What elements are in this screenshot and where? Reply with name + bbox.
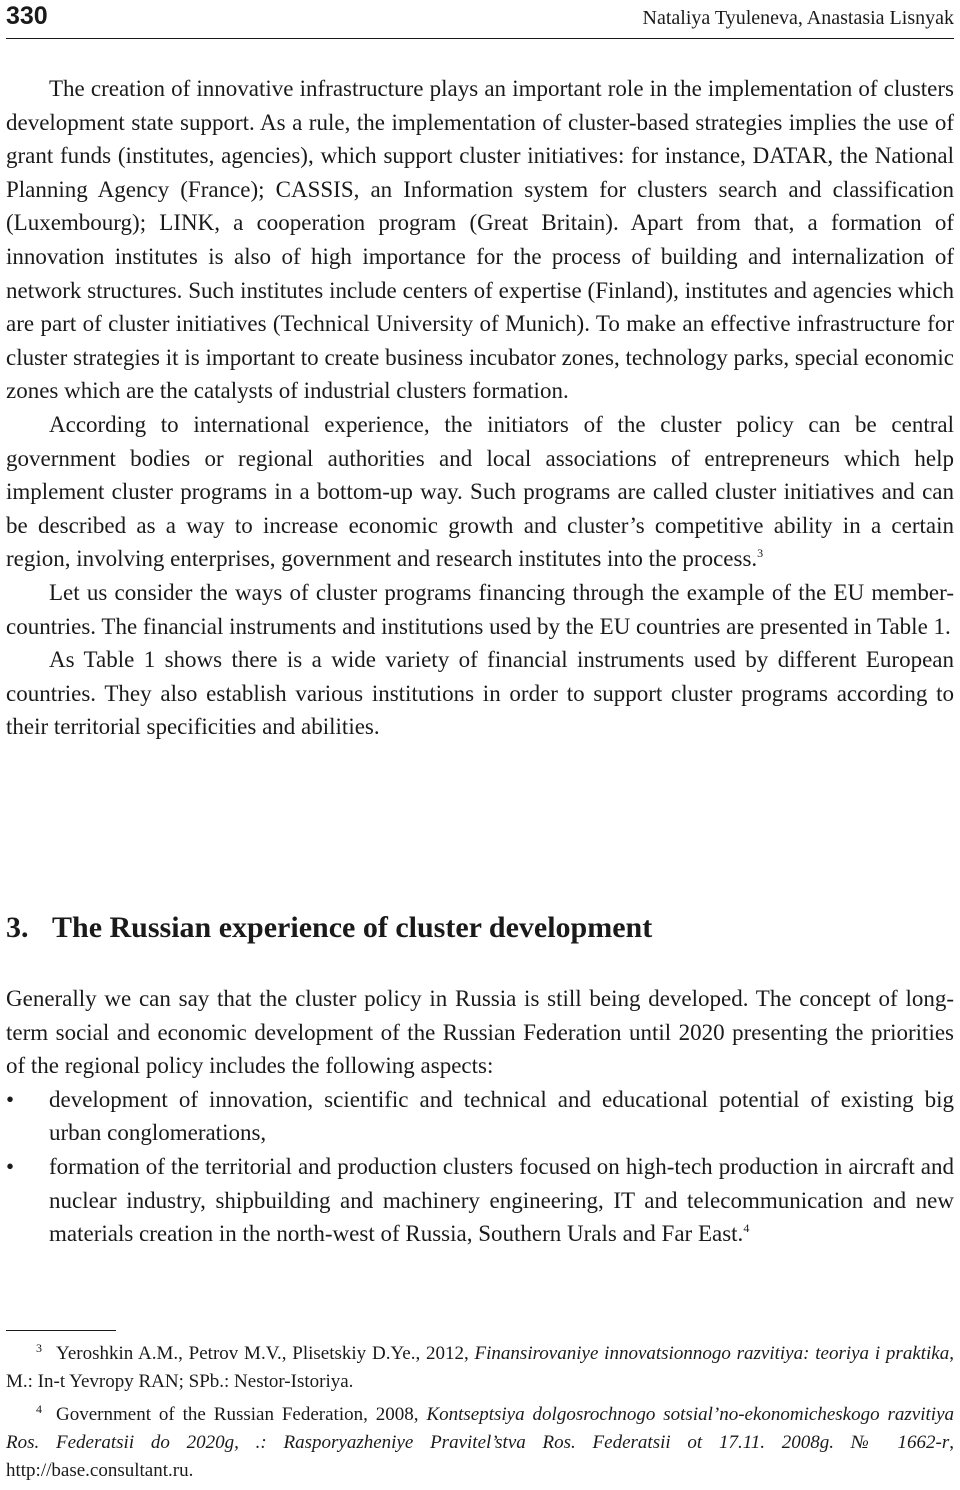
running-head: Nataliya Tyuleneva, Anastasia Lisnyak [642, 7, 954, 29]
paragraph-infrastructure: The creation of innovative infrastructure plays an important role in the implementation of clusters development state support. As a rule, the implementation of cluster-based strategies implies the use of grant funds (institutes, agencies), which support cluster initiatives: for instance, DATAR, the National Planning Agency (France); CASSIS, an Information system for clusters search and classification (Luxembourg); LINK, a cooperation program (Great Britain). Apart from that, a formation of innovation institutes is also of high importance for the process of building and internalization of network structures. Such institutes include centers of expertise (Finland), institutes and agencies which are part of cluster initiatives (Technical University of Munich). To make an effective infrastructure for cluster strategies it is important to create business incubator zones, technology parks, special economic zones which are the catalysts of industrial clusters formation. [6, 76, 954, 404]
paragraph-initiators-text: According to international experience, the initiators of the cluster policy can be central government bodies or regional authorities and local associations of entrepreneurs which help implement cluster programs in a bottom-up way. Such programs are called cluster initiatives and can be described as a way to increase economic growth and cluster’s competitive ability in a certain region, involving enterprises, government and research institutes into the process. [6, 411, 954, 572]
footnote-ref-4[interactable]: 4 [743, 1221, 750, 1236]
footnote-3 [6, 1340, 954, 1396]
footnote-text: Government of the Russian Federation, 2008, [56, 1404, 427, 1425]
paragraph-eu-financing: Let us consider the ways of cluster programs financing through the example of the EU member-countries. The financial instruments and institutions used by the EU countries are presented in Table 1. [6, 579, 954, 639]
section-title: The Russian experience of cluster development [52, 911, 653, 944]
bullet-icon: • [6, 1153, 15, 1179]
body-text-upper [6, 72, 954, 744]
section-heading [6, 910, 652, 946]
list-item-text: development of innovation, scientific and technical and educational potential of existing big urban conglomerations, [49, 1086, 954, 1146]
footnotes [6, 1340, 954, 1490]
footnote-text: , M.: In-t Yevropy RAN; SPb.: Nestor-Istoriya. [6, 1343, 954, 1392]
footnote-title: Kontseptsiya dolgosrochnogo sotsial’no-ekonomicheskogo razvitiya Ros. Federatsii do 2020g, .: Rasporyazheniye Pravitel’stva Ros. Federatsii ot 17.11. 2008g. № 1662-r [6, 1404, 954, 1453]
footnote-text: , http://base.consultant.ru. [6, 1432, 954, 1481]
paragraph-initiators [6, 408, 954, 576]
list-item [6, 1150, 954, 1251]
footnote-number: 3 [36, 1341, 42, 1355]
bullet-icon: • [6, 1086, 15, 1112]
page-number: 330 [6, 2, 48, 30]
section-number: 3. [6, 911, 29, 944]
footnote-title: Finansirovaniye innovatsionnogo razvitiya: teoriya i praktika [474, 1343, 950, 1364]
body-text-lower [6, 982, 954, 1251]
footnote-ref-3[interactable]: 3 [757, 546, 764, 561]
footnote-number: 4 [36, 1402, 42, 1416]
footnote-text: Yeroshkin A.M., Petrov M.V., Plisetskiy D.Ye., 2012, [56, 1343, 475, 1364]
footnote-divider [6, 1330, 116, 1331]
paragraph-table-summary: As Table 1 shows there is a wide variety of financial instruments used by different European countries. They also establish various institutions in order to support cluster programs according to their territorial specificities and abilities. [6, 647, 954, 740]
aspects-list [6, 1083, 954, 1251]
footnote-4 [6, 1401, 954, 1485]
list-item [6, 1083, 954, 1150]
page-header [6, 0, 954, 39]
list-item-text: formation of the territorial and production clusters focused on high-tech production in aircraft and nuclear industry, shipbuilding and machinery engineering, IT and telecommunication and new materials creation in the north-west of Russia, Southern Urals and Far East. [49, 1153, 954, 1247]
paragraph-section-intro: Generally we can say that the cluster policy in Russia is still being developed. The concept of long-term social and economic development of the Russian Federation until 2020 presenting the priorities of the regional policy includes the following aspects: [6, 986, 954, 1079]
